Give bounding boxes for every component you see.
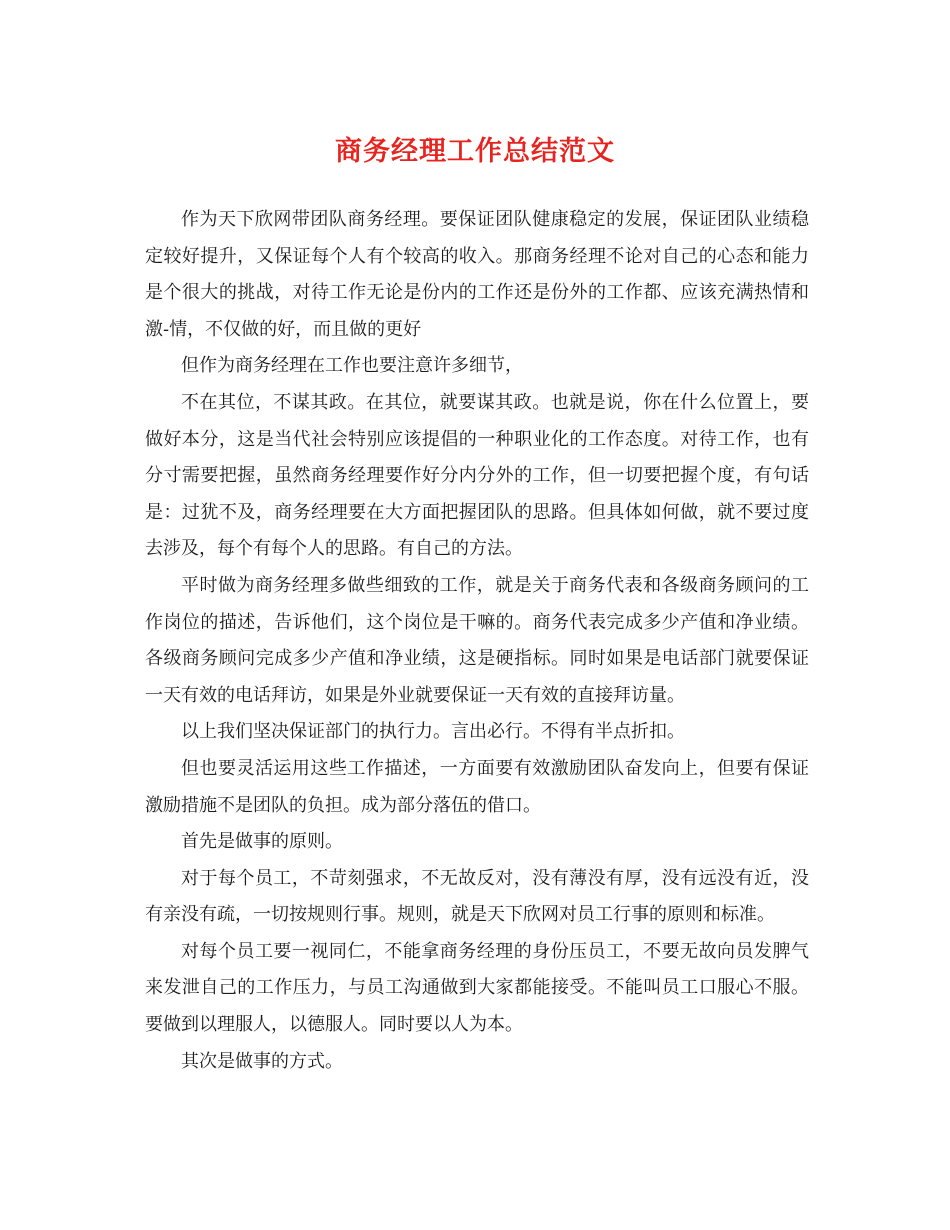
- paragraph: 但也要灵活运用这些工作描述，一方面要有效激励团队奋发向上，但要有保证激励措施不是团队的负担。成为部分落伍的借口。: [145, 757, 809, 816]
- paragraph: 首先是做事的原则。: [181, 831, 343, 853]
- document-title: 商务经理工作总结范文: [335, 136, 615, 167]
- paragraph: 以上我们坚决保证部门的执行力。言出必行。不得有半点折扣。: [181, 721, 685, 743]
- paragraph: 平时做为商务经理多做些细致的工作，就是关于商务代表和各级商务顾问的工作岗位的描述，告诉他们，这个岗位是干嘛的。商务代表完成多少产值和净业绩。各级商务顾问完成多少产值和净业绩，这是硬指标。同时如果是电话部门就要保证一天有效的电话拜访，如果是外业就要保证一天有效的直接拜访量。: [145, 574, 809, 706]
- paragraph: 其次是做事的方式。: [181, 1050, 343, 1072]
- paragraph: 但作为商务经理在工作也要注意许多细节，: [181, 355, 523, 377]
- paragraph: 对于每个员工，不苛刻强求，不无故反对，没有薄没有厚，没有远没有近，没有亲没有疏，一切按规则行事。规则，就是天下欣网对员工行事的原则和标准。: [145, 867, 809, 926]
- paragraph: 不在其位，不谋其政。在其位，就要谋其政。也就是说，你在什么位置上，要做好本分，这是当代社会特别应该提倡的一种职业化的工作态度。对待工作，也有分寸需要把握，虽然商务经理要作好分内分外的工作，但一切要把握个度，有句话是：过犹不及，商务经理要在大方面把握团队的思路。但具体如何做，就不要过度去涉及，每个有每个人的思路。有自己的方法。: [145, 391, 809, 560]
- paragraph: 作为天下欣网带团队商务经理。要保证团队健康稳定的发展，保证团队业绩稳定较好提升，又保证每个人有个较高的收入。那商务经理不论对自己的心态和能力是个很大的挑战，对待工作无论是份内的工作还是份外的工作都、应该充满热情和激-情，不仅做的好，而且做的更好: [145, 209, 809, 340]
- paragraph: 对每个员工要一视同仁，不能拿商务经理的身份压员工，不要无故向员发脾气来发泄自己的工作压力，与员工沟通做到大家都能接受。不能叫员工口服心不服。要做到以理服人，以德服人。同时要以人为本。: [145, 940, 809, 1036]
- document-body: [145, 202, 809, 1080]
